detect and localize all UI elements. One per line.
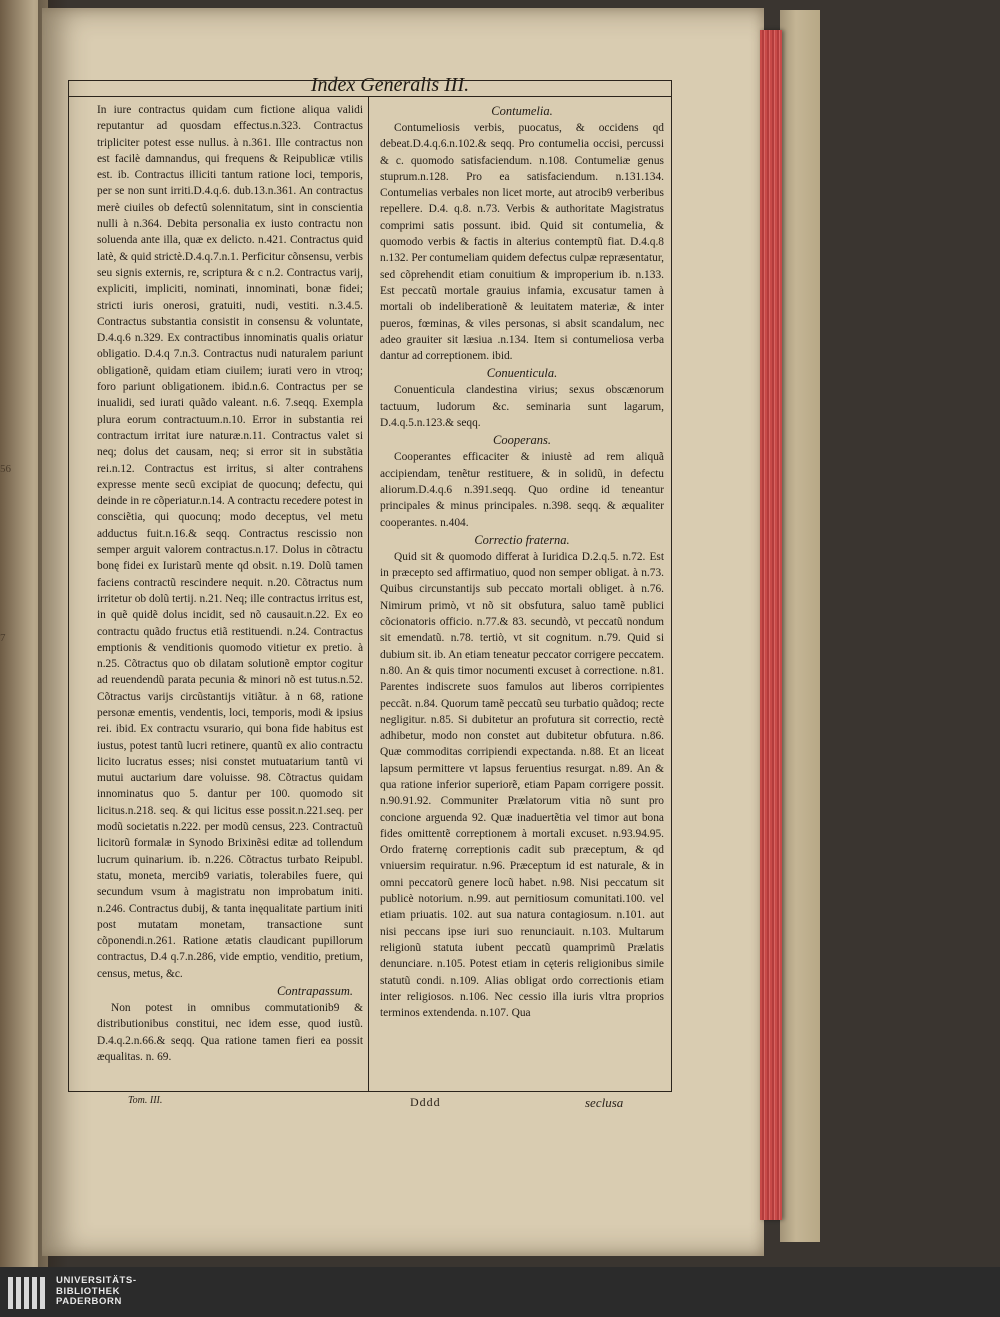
section-heading: Correctio fraterna. [474,532,570,547]
index-entry: Non potest in omnibus commutationib9 & distributionibus constitui, nec idem esse, quod iustũ. D.4.q.2.n.66.& seqq. Qua ratione tamen fieri ea possit æqualitas. n. 69. [97,1002,363,1063]
left-column [97,102,363,1065]
section-heading: Cooperans. [493,433,551,448]
library-name-line: BIBLIOTHEK [56,1285,121,1297]
library-logo-icon [8,1277,48,1309]
library-name-line: PADERBORN [56,1296,122,1307]
library-name [56,1276,137,1308]
library-banner [0,1267,1000,1317]
index-entry: Conuenticula clandestina virius; sexus obscænorum tactuum, ludorum &c. seminaria sunt lagarum, D.4.q.5.n.123.& seqq. [380,384,664,430]
book-cover-edge [780,10,820,1242]
red-page-edges [760,30,782,1220]
section-heading: Contumelia. [491,104,553,118]
catchword: seclusa [585,1095,624,1110]
page-title: Index Generalis III. [310,74,470,96]
section-heading: Conuenticula. [486,366,558,381]
index-entry: Quid sit & quomodo differat à Iuridica D.2.q.5. n.72. Est in præcepto sed affirmatiuo, quod non semper obligat. à n.73. Quibus circunstantijs sub peccato mortali obliget. à n.76. Nimirum primò, vt nõ sit obsfutura, saluo tamẽ publici cõcionatoris officio. n.77.& 83. secundò, vt peccatũ nondum sit emendatũ. n.78. tertiò, vt sit cognitum. n.79. Quid si dubium sit. ib. An etiam teneatur peccator corrigere peccatem. n.80. An & quis timor nocumenti excuset à correctione. n.81. Parentes indiscrete suos famulos aut liberos corripientes peccãt. n.84. Quorum tamẽ peccatũ seu turbatio quãdoq; recte negligitur. n.85. Si dubitetur an profutura sit correctio, rectè adhibetur, modo non constet aut dubitetur obfutura. n.86. Quæ commoditas corripiendi expectanda. n.88. Et an liceat lapsum permittere vt lapsus feruentius resurgat. n.89. An & qua ratione inferior superiorẽ, etiam Papam corrigere possit. n.90.91.92. Communiter Prælatorum vitia nõ sunt pro concione arguenda 92. Quæ inaduertẽtia vel timor aut bona fides omittentẽ correptionem à mortali excuset. n.93.94.95. Ordo fraternę correptionis cadit sub præceptum, & qd vniuersim requiratur. n.96. Præceptum id est naturale, & in omni peccatorũ genere locũ habet. n.98. Nisi peccatum sit publicè notorium. n.99. aut pernitiosum comunitati.100. vel etiam priuatis. 102. aut sua natura contagiosum. n.101. aut nisi peccans ipse iuri suo renunciauit. n.103. Multarum religionũ statuta iubent peccatũ quamprimũ Prælatis denunciare. n.105. Potest etiam in cęteris religionibus simile statutũ condi. n.109. Alias obligat ordo correctionis etiam inter religiosos. n.106. Nec cessio illa iuris vltra proprios terminos extendenda. n.107. Qua [380,550,664,1020]
gathering-signature: Dddd [410,1095,441,1109]
section-heading: Contrapassum. [276,984,353,999]
margin-mark: 7 [0,632,6,644]
library-name-line: UNIVERSITÄTS- [56,1275,137,1286]
header-rule [68,96,672,97]
margin-mark: 56 [0,463,11,475]
index-entry: In iure contractus quidam cum fictione aliqua validi reputantur ad quosdam effectus.n.323. Contractus tripliciter potest esse nullus. à n.361. Ille contractus non est facilè damnandus, qui frequens & Reipublicæ vtilis est. ib. Contractus illiciti tantum ratione loci, temporis, per se non sunt irriti.D.4.q.6. dub.13.n.361. An contractus merè ciuiles ob defectû solennitatum, sint in conscientia nulli à n.364. Debita personalia ex iusto contractu non soluenda ante illa, quæ ex delicto. n.421. Contractus quid latè, & quid strictè.D.4.q.7.n.1. Perficitur cõnsensu, verbis seu signis externis, re, scriptura & c n.2. Contractus varij, expliciti, impliciti, nominati, innominati, bonæ fidei; stricti iuris onerosi, gratuiti, nudi, vestiti. n.3.4.5. Contractus substantia consistit in consensu & voluntate, D.4.q.6 n.329. Ex contractibus innominatis qualis oriatur obligatio. D.4.q 7.n.3. Contractus nudi naturalem pariunt obligationẽ, quidam etiam ciuilem; iurati vero in vtroq; foro pariunt obligationem. ibid.n.6. Contractus per se inualidi, sed iurati quãdo valeant. n.6. 7.seqq. Exempla plura eorum contractuum.n.10. Error in substantia rei contractum irritat iure naturæ.n.11. Contractus valet si neq; dolus det causam, neq; si error sit in substãtia rei.n.12. Contractus est irritus, si alter contrahens expresse mente secû excipiat de quocunq; defectu, qui deinde in re cõperiatur.n.14. A contractu recedere potest in consciẽtia, qui quocunq; modo deceptus, vel metu adductus fuit.n.16.& seqq. Contractus rescissio non semper arguit valorem contractus.n.17. Dolus in cõtractu bonę fidei ex Iuristarũ mente qd obsit. n.19. Dolũ tamen faciens contractũ rescindere nequit. n.20. Cõtractus num irritetur ob dolũ tertij. n.21. Neq; ille contractus irritus est, in quẽ quidẽ dolus incidit, sed nõ causauit.n.22. Ex eo contractu quãdo fructus etiã restituendi. n.24. Contractus emptionis & venditionis quomodo vitietur ex pretio. à n.25. Cõtractus quo ob dilatam solutionẽ emptor cogitur ad reuendendũ parata pecunia & minori nõ est tutus.n.52. Cõtractus varijs circũstantijs vitiãtur. à n 68, ratione personæ ementis, vendentis, loci, temporis, modi & ipsius rei. ibid. Ex contractu vsurario, qui bona fide habitus est iustus, potest tantũ lucri retinere, quantũ ex alio contractu licito lucratus esses; nisi constet mutuatarium tantũ vi mutui auctarium dare voluisse. 98. Cõtractus quidam innominatus quo 5. dantur per 100. quomodo sit licitus.n.218. seq. & qui licitus esse possit.n.221.seq. per modũ societatis n.222. per modũ census, 223. Contractuũ licitorũ formalæ in Synodo Brixinẽsi editæ ad tollendum lucrum quinarium. ib. n.226. Cõtractus turbato Reipubl. statu, moneta, mercib9 variatis, tolerabiles fuere, qui secundum vsum à magistratu non improbatum initi. n.246. Contractus dubij, & tanta inęqualitate partium initi post mutatam monetam, transactione sunt cõponendi.n.261. Ratione ætatis claudicant pupillorum contractus, D.4 q.7.n.286, vide emptio, venditio, pretium, census, metus, &c. [97,104,363,980]
volume-signature: Tom. III. [128,1095,163,1106]
column-rule [368,96,369,1092]
index-entry: Contumeliosis verbis, puocatus, & occidens qd debeat.D.4.q.6.n.102.& seqq. Pro contumelia occisi, percussi & c. quomodo satisfaciendum. n.108. Contumeliæ genus stuprum.n.128. Pro ea satisfaciendum. n.131.134. Contumelias verbales non licet morte, aut atrocib9 verberibus repellere. D.4. q.8. n.73. Verbis & authoritate Magistratus comprimi satis possunt. ibid. Quid sit contumelia, & quomodo verbis & factis in alterius contemptũ fiat. D.4.q.8 n.132. Per contumeliam quidem defectus culpæ repræsentatur, sed cõprehendit etiam conuitium & improperium ib. n.133. Est peccatũ mortale grauius infamia, excusatur tamen à mortali ob indeliberationẽ & leuitatem materiæ, & inter pueros, fœminas, & viles personas, si absit scandalum, nec adeo grauiter sit læsiua .n.134. Item si contumeliosa verba dantur ad correptionem. ibid. [380,122,664,363]
index-entry: Cooperantes efficaciter & iniustè ad rem aliquã accipiendam, tenẽtur restituere, & in solidũ, in defectu aliorum.D.4.q.6 n.391.seqq. Quo ordine id teneantur principales & minus principales. n.398. seqq. & æqualiter cooperantes. n.404. [380,451,664,529]
right-column [380,102,664,1021]
